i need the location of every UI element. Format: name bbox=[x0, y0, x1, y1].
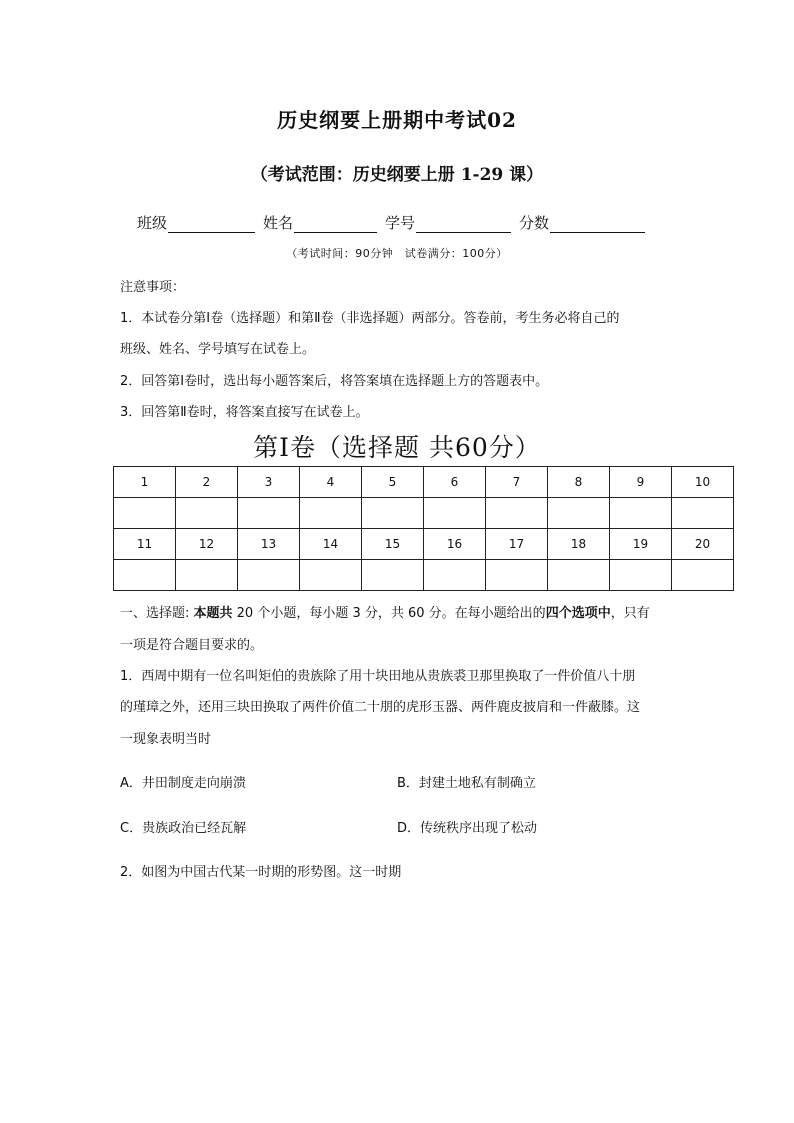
question-number-cell: 1 bbox=[114, 467, 176, 498]
answer-cell[interactable] bbox=[362, 560, 424, 591]
answer-cell[interactable] bbox=[238, 498, 300, 529]
student-id-label: 学号 bbox=[385, 214, 416, 232]
notice-line: 2．回答第Ⅰ卷时，选出每小题答案后，将答案填在选择题上方的答题表中。 bbox=[120, 374, 549, 389]
question-number-cell: 12 bbox=[176, 529, 238, 560]
question-stem-line: 2．如图为中国古代某一时期的形势图。这一时期 bbox=[120, 865, 402, 880]
question-number-cell: 6 bbox=[424, 467, 486, 498]
answer-cell[interactable] bbox=[300, 498, 362, 529]
student-id-blank[interactable] bbox=[416, 216, 511, 233]
answer-cell[interactable] bbox=[362, 498, 424, 529]
student-info-line bbox=[137, 212, 653, 233]
answer-grid-blank-row bbox=[114, 498, 734, 529]
question-number-cell: 3 bbox=[238, 467, 300, 498]
answer-cell[interactable] bbox=[424, 498, 486, 529]
answer-grid-number-row bbox=[114, 467, 734, 498]
answer-cell[interactable] bbox=[486, 498, 548, 529]
question-number-cell: 10 bbox=[672, 467, 734, 498]
score-blank[interactable] bbox=[550, 216, 645, 233]
answer-cell[interactable] bbox=[176, 498, 238, 529]
question-stem-line: 的瑾璋之外，还用三块田换取了两件价值二十朋的虎形玉器、两件鹿皮披肩和一件蔽膝。这 bbox=[120, 700, 641, 715]
answer-cell[interactable] bbox=[672, 560, 734, 591]
section-instruction-part: 四个选项中 bbox=[545, 606, 611, 621]
question-number-cell: 8 bbox=[548, 467, 610, 498]
question-number-cell: 15 bbox=[362, 529, 424, 560]
section-instruction-part: 20 bbox=[232, 606, 258, 621]
option-a[interactable]: A．井田制度走向崩溃 bbox=[120, 776, 246, 791]
student-id-field[interactable] bbox=[385, 212, 511, 233]
answer-grid-blank-row bbox=[114, 560, 734, 591]
answer-cell[interactable] bbox=[424, 560, 486, 591]
section-instruction-part: ，只有 bbox=[610, 606, 650, 621]
question-number-cell: 2 bbox=[176, 467, 238, 498]
exam-meta: （考试时间：90分钟 试卷满分：100分） bbox=[286, 247, 508, 260]
exam-title: 历史纲要上册期中考试02 bbox=[277, 108, 517, 132]
question-number-cell: 13 bbox=[238, 529, 300, 560]
question-stem-line: 1．西周中期有一位名叫矩伯的贵族除了用十块田地从贵族裘卫那里换取了一件价值八十朋 bbox=[120, 669, 636, 684]
question-number-cell: 4 bbox=[300, 467, 362, 498]
question-number-cell: 17 bbox=[486, 529, 548, 560]
question-number-cell: 20 bbox=[672, 529, 734, 560]
answer-cell[interactable] bbox=[300, 560, 362, 591]
question-stem-line: 一现象表明当时 bbox=[120, 732, 212, 747]
answer-grid bbox=[113, 466, 734, 591]
answer-grid-number-row bbox=[114, 529, 734, 560]
section-instruction bbox=[120, 602, 650, 621]
notice-line: 1．本试卷分第Ⅰ卷（选择题）和第Ⅱ卷（非选择题）两部分。答卷前，考生务必将自己的 bbox=[120, 311, 620, 326]
answer-cell[interactable] bbox=[114, 498, 176, 529]
option-c[interactable]: C．贵族政治已经瓦解 bbox=[120, 821, 247, 836]
section-instruction-part: 本题共 bbox=[193, 606, 233, 621]
name-label: 姓名 bbox=[263, 214, 294, 232]
class-blank[interactable] bbox=[168, 216, 255, 233]
name-blank[interactable] bbox=[294, 216, 377, 233]
question-number-cell: 18 bbox=[548, 529, 610, 560]
question-number-cell: 5 bbox=[362, 467, 424, 498]
option-b[interactable]: B．封建土地私有制确立 bbox=[397, 776, 536, 791]
question-number-cell: 11 bbox=[114, 529, 176, 560]
question-number-cell: 9 bbox=[610, 467, 672, 498]
section-instruction-line2: 一项是符合题目要求的。 bbox=[120, 638, 264, 653]
notice-line: 3．回答第Ⅱ卷时，将答案直接写在试卷上。 bbox=[120, 405, 369, 420]
exam-scope-subtitle: （考试范围：历史纲要上册 1-29 课） bbox=[250, 165, 544, 185]
question-number-cell: 19 bbox=[610, 529, 672, 560]
answer-cell[interactable] bbox=[176, 560, 238, 591]
score-field[interactable] bbox=[519, 212, 645, 233]
answer-cell[interactable] bbox=[610, 498, 672, 529]
question-number-cell: 7 bbox=[486, 467, 548, 498]
answer-cell[interactable] bbox=[486, 560, 548, 591]
name-field[interactable] bbox=[263, 212, 377, 233]
option-d[interactable]: D．传统秩序出现了松动 bbox=[397, 821, 538, 836]
question-number-cell: 16 bbox=[424, 529, 486, 560]
answer-cell[interactable] bbox=[610, 560, 672, 591]
answer-cell[interactable] bbox=[238, 560, 300, 591]
class-field[interactable] bbox=[137, 212, 255, 233]
answer-cell[interactable] bbox=[548, 560, 610, 591]
section-instruction-part: 个小题，每小题 3 分，共 60 分。在每小题给出的 bbox=[257, 606, 546, 621]
class-label: 班级 bbox=[137, 214, 168, 232]
question-number-cell: 14 bbox=[300, 529, 362, 560]
notice-heading: 注意事项： bbox=[120, 280, 186, 295]
score-label: 分数 bbox=[519, 214, 550, 232]
answer-cell[interactable] bbox=[548, 498, 610, 529]
section-heading: 第Ⅰ卷（选择题 共60分） bbox=[253, 433, 541, 462]
notice-line: 班级、姓名、学号填写在试卷上。 bbox=[120, 342, 316, 357]
section-instruction-part: 一、选择题: bbox=[120, 606, 194, 621]
answer-cell[interactable] bbox=[672, 498, 734, 529]
answer-cell[interactable] bbox=[114, 560, 176, 591]
